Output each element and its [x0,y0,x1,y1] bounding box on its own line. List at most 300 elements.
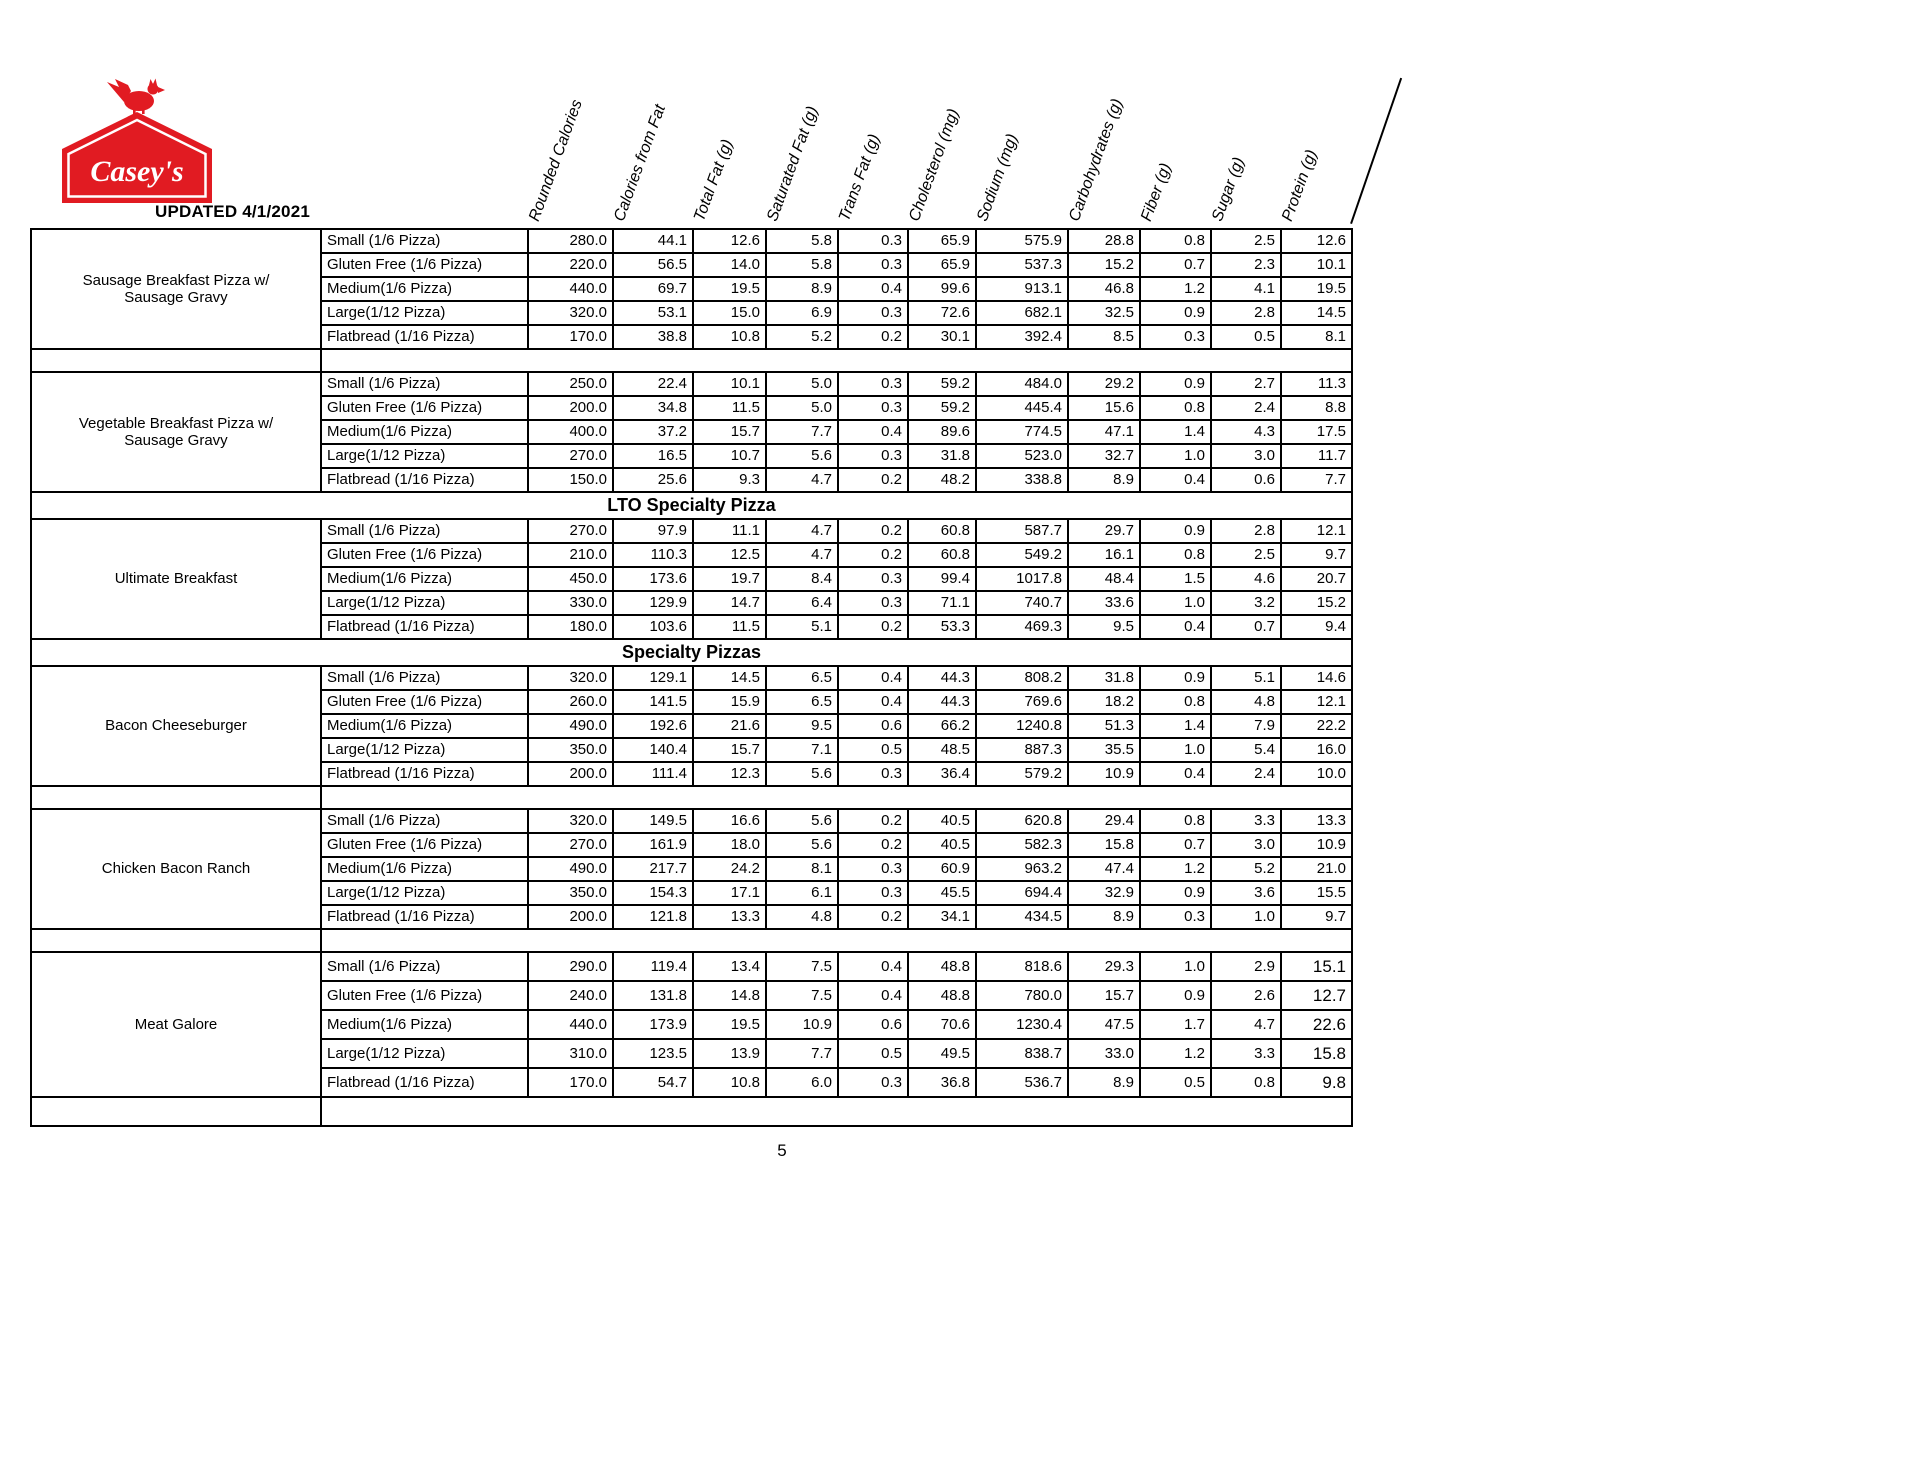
value-cell: 469.3 [976,615,1068,639]
value-cell: 4.8 [1211,690,1281,714]
value-cell: 8.9 [766,277,838,301]
value-cell: 6.0 [766,1068,838,1097]
value-cell: 769.6 [976,690,1068,714]
value-cell: 1.0 [1140,738,1211,762]
value-cell: 913.1 [976,277,1068,301]
size-cell: Medium(1/6 Pizza) [321,420,528,444]
value-cell: 8.8 [1281,396,1352,420]
section-header: LTO Specialty Pizza [31,492,1352,519]
value-cell: 10.9 [1281,833,1352,857]
value-cell: 22.4 [613,372,693,396]
value-cell: 161.9 [613,833,693,857]
value-cell: 450.0 [528,567,613,591]
value-cell: 217.7 [613,857,693,881]
value-cell: 170.0 [528,325,613,349]
value-cell: 350.0 [528,738,613,762]
column-header: Sugar (g) [1209,155,1248,224]
value-cell: 445.4 [976,396,1068,420]
value-cell: 0.9 [1140,666,1211,690]
value-cell: 15.9 [693,690,766,714]
value-cell: 7.7 [1281,468,1352,492]
value-cell: 25.6 [613,468,693,492]
value-cell: 70.6 [908,1010,976,1039]
value-cell: 10.8 [693,325,766,349]
value-cell: 1.0 [1140,444,1211,468]
value-cell: 7.7 [766,1039,838,1068]
spacer-cell [321,786,1352,809]
value-cell: 7.7 [766,420,838,444]
value-cell: 0.3 [1140,905,1211,929]
value-cell: 24.2 [693,857,766,881]
value-cell: 320.0 [528,666,613,690]
value-cell: 15.8 [1068,833,1140,857]
size-cell: Small (1/6 Pizza) [321,519,528,543]
value-cell: 19.5 [693,1010,766,1039]
size-cell: Flatbread (1/16 Pizza) [321,325,528,349]
value-cell: 15.8 [1281,1039,1352,1068]
value-cell: 1.0 [1211,905,1281,929]
column-header: Protein (g) [1279,147,1321,224]
spacer-row [31,349,1352,372]
value-cell: 1.7 [1140,1010,1211,1039]
value-cell: 0.3 [838,762,908,786]
value-cell: 36.8 [908,1068,976,1097]
value-cell: 0.3 [838,1068,908,1097]
value-cell: 490.0 [528,714,613,738]
value-cell: 2.9 [1211,952,1281,981]
value-cell: 694.4 [976,881,1068,905]
size-cell: Large(1/12 Pizza) [321,738,528,762]
value-cell: 47.4 [1068,857,1140,881]
value-cell: 10.1 [693,372,766,396]
value-cell: 0.4 [838,952,908,981]
value-cell: 60.9 [908,857,976,881]
table-row [31,809,1352,833]
value-cell: 1.4 [1140,714,1211,738]
value-cell: 270.0 [528,444,613,468]
value-cell: 0.6 [838,1010,908,1039]
value-cell: 0.8 [1140,543,1211,567]
value-cell: 0.3 [838,567,908,591]
value-cell: 18.0 [693,833,766,857]
value-cell: 48.8 [908,981,976,1010]
value-cell: 434.5 [976,905,1068,929]
value-cell: 1230.4 [976,1010,1068,1039]
page-number: 5 [777,1141,787,1160]
value-cell: 5.6 [766,809,838,833]
value-cell: 119.4 [613,952,693,981]
value-cell: 11.7 [1281,444,1352,468]
value-cell: 11.3 [1281,372,1352,396]
value-cell: 774.5 [976,420,1068,444]
value-cell: 537.3 [976,253,1068,277]
value-cell: 0.9 [1140,301,1211,325]
size-cell: Large(1/12 Pizza) [321,591,528,615]
spacer-cell [321,1097,1352,1126]
value-cell: 71.1 [908,591,976,615]
value-cell: 29.7 [1068,519,1140,543]
table-row [31,372,1352,396]
value-cell: 682.1 [976,301,1068,325]
value-cell: 5.8 [766,229,838,253]
size-cell: Large(1/12 Pizza) [321,881,528,905]
value-cell: 0.5 [838,1039,908,1068]
value-cell: 51.3 [1068,714,1140,738]
value-cell: 0.9 [1140,981,1211,1010]
value-cell: 1240.8 [976,714,1068,738]
value-cell: 0.3 [838,881,908,905]
product-group-name: Meat Galore [31,952,321,1097]
value-cell: 12.6 [693,229,766,253]
value-cell: 22.6 [1281,1010,1352,1039]
value-cell: 47.1 [1068,420,1140,444]
value-cell: 56.5 [613,253,693,277]
value-cell: 11.5 [693,396,766,420]
spacer-cell [321,929,1352,952]
value-cell: 9.5 [766,714,838,738]
spacer-row [31,1097,1352,1126]
value-cell: 3.2 [1211,591,1281,615]
spacer-cell [31,929,321,952]
value-cell: 536.7 [976,1068,1068,1097]
value-cell: 33.6 [1068,591,1140,615]
value-cell: 11.5 [693,615,766,639]
value-cell: 0.8 [1140,396,1211,420]
value-cell: 3.3 [1211,809,1281,833]
value-cell: 523.0 [976,444,1068,468]
value-cell: 0.9 [1140,881,1211,905]
value-cell: 15.7 [693,420,766,444]
value-cell: 66.2 [908,714,976,738]
value-cell: 21.6 [693,714,766,738]
value-cell: 220.0 [528,253,613,277]
value-cell: 14.8 [693,981,766,1010]
value-cell: 549.2 [976,543,1068,567]
value-cell: 7.5 [766,981,838,1010]
value-cell: 1.0 [1140,952,1211,981]
value-cell: 8.9 [1068,468,1140,492]
value-cell: 18.2 [1068,690,1140,714]
section-header-row [31,639,1352,666]
value-cell: 250.0 [528,372,613,396]
value-cell: 838.7 [976,1039,1068,1068]
spacer-cell [31,1097,321,1126]
value-cell: 8.9 [1068,905,1140,929]
value-cell: 0.3 [838,591,908,615]
value-cell: 582.3 [976,833,1068,857]
value-cell: 0.3 [838,372,908,396]
size-cell: Gluten Free (1/6 Pizza) [321,543,528,567]
table-row [31,666,1352,690]
column-headers [0,0,1920,228]
value-cell: 14.0 [693,253,766,277]
value-cell: 13.4 [693,952,766,981]
value-cell: 575.9 [976,229,1068,253]
value-cell: 6.4 [766,591,838,615]
value-cell: 484.0 [976,372,1068,396]
size-cell: Large(1/12 Pizza) [321,444,528,468]
value-cell: 10.7 [693,444,766,468]
value-cell: 0.2 [838,519,908,543]
value-cell: 0.4 [838,981,908,1010]
value-cell: 13.9 [693,1039,766,1068]
value-cell: 192.6 [613,714,693,738]
value-cell: 48.4 [1068,567,1140,591]
value-cell: 15.1 [1281,952,1352,981]
value-cell: 8.4 [766,567,838,591]
value-cell: 5.0 [766,372,838,396]
value-cell: 0.5 [1140,1068,1211,1097]
value-cell: 887.3 [976,738,1068,762]
value-cell: 19.7 [693,567,766,591]
value-cell: 33.0 [1068,1039,1140,1068]
value-cell: 9.3 [693,468,766,492]
value-cell: 44.3 [908,690,976,714]
value-cell: 53.1 [613,301,693,325]
value-cell: 1.4 [1140,420,1211,444]
value-cell: 320.0 [528,301,613,325]
value-cell: 5.2 [766,325,838,349]
value-cell: 9.8 [1281,1068,1352,1097]
value-cell: 2.4 [1211,762,1281,786]
value-cell: 48.5 [908,738,976,762]
value-cell: 45.5 [908,881,976,905]
value-cell: 4.7 [766,543,838,567]
value-cell: 440.0 [528,277,613,301]
value-cell: 3.0 [1211,444,1281,468]
value-cell: 9.5 [1068,615,1140,639]
value-cell: 15.6 [1068,396,1140,420]
column-header: Fiber (g) [1138,161,1175,224]
value-cell: 4.8 [766,905,838,929]
value-cell: 10.9 [766,1010,838,1039]
value-cell: 338.8 [976,468,1068,492]
value-cell: 8.5 [1068,325,1140,349]
value-cell: 400.0 [528,420,613,444]
value-cell: 270.0 [528,833,613,857]
value-cell: 30.1 [908,325,976,349]
size-cell: Gluten Free (1/6 Pizza) [321,833,528,857]
value-cell: 0.4 [1140,762,1211,786]
size-cell: Medium(1/6 Pizza) [321,1010,528,1039]
column-header: Carbohydrates (g) [1066,96,1127,224]
value-cell: 1.2 [1140,277,1211,301]
value-cell: 15.2 [1281,591,1352,615]
value-cell: 141.5 [613,690,693,714]
value-cell: 0.4 [838,690,908,714]
value-cell: 40.5 [908,809,976,833]
spacer-cell [321,349,1352,372]
value-cell: 0.3 [838,229,908,253]
value-cell: 16.5 [613,444,693,468]
value-cell: 280.0 [528,229,613,253]
value-cell: 5.1 [1211,666,1281,690]
value-cell: 1.2 [1140,857,1211,881]
column-header: Saturated Fat (g) [764,104,822,224]
value-cell: 40.5 [908,833,976,857]
value-cell: 173.9 [613,1010,693,1039]
value-cell: 22.2 [1281,714,1352,738]
value-cell: 13.3 [693,905,766,929]
size-cell: Small (1/6 Pizza) [321,666,528,690]
value-cell: 1017.8 [976,567,1068,591]
value-cell: 154.3 [613,881,693,905]
size-cell: Small (1/6 Pizza) [321,372,528,396]
value-cell: 14.5 [693,666,766,690]
value-cell: 129.1 [613,666,693,690]
value-cell: 10.1 [1281,253,1352,277]
value-cell: 290.0 [528,952,613,981]
value-cell: 0.6 [838,714,908,738]
value-cell: 173.6 [613,567,693,591]
value-cell: 0.3 [838,444,908,468]
value-cell: 49.5 [908,1039,976,1068]
value-cell: 31.8 [908,444,976,468]
size-cell: Medium(1/6 Pizza) [321,277,528,301]
size-cell: Gluten Free (1/6 Pizza) [321,690,528,714]
size-cell: Small (1/6 Pizza) [321,809,528,833]
value-cell: 2.8 [1211,519,1281,543]
value-cell: 29.4 [1068,809,1140,833]
value-cell: 0.7 [1140,253,1211,277]
value-cell: 35.5 [1068,738,1140,762]
value-cell: 963.2 [976,857,1068,881]
value-cell: 140.4 [613,738,693,762]
value-cell: 15.0 [693,301,766,325]
value-cell: 15.2 [1068,253,1140,277]
value-cell: 3.0 [1211,833,1281,857]
value-cell: 44.1 [613,229,693,253]
value-cell: 0.4 [838,277,908,301]
value-cell: 0.3 [1140,325,1211,349]
value-cell: 0.3 [838,396,908,420]
column-header: Calories from Fat [611,102,670,224]
column-header: Trans Fat (g) [836,132,884,224]
table-row [31,229,1352,253]
value-cell: 310.0 [528,1039,613,1068]
product-group-name: Sausage Breakfast Pizza w/ Sausage Gravy [31,229,321,349]
value-cell: 3.6 [1211,881,1281,905]
value-cell: 4.7 [1211,1010,1281,1039]
value-cell: 14.5 [1281,301,1352,325]
value-cell: 4.7 [766,519,838,543]
value-cell: 123.5 [613,1039,693,1068]
value-cell: 5.4 [1211,738,1281,762]
value-cell: 320.0 [528,809,613,833]
value-cell: 16.0 [1281,738,1352,762]
value-cell: 2.6 [1211,981,1281,1010]
value-cell: 0.7 [1211,615,1281,639]
value-cell: 0.4 [1140,468,1211,492]
value-cell: 12.3 [693,762,766,786]
value-cell: 0.8 [1140,229,1211,253]
column-header: Sodium (mg) [974,131,1022,224]
value-cell: 0.5 [838,738,908,762]
size-cell: Small (1/6 Pizza) [321,952,528,981]
value-cell: 60.8 [908,543,976,567]
size-cell: Large(1/12 Pizza) [321,1039,528,1068]
product-group-name: Vegetable Breakfast Pizza w/ Sausage Gravy [31,372,321,492]
value-cell: 13.3 [1281,809,1352,833]
spacer-row [31,929,1352,952]
size-cell: Large(1/12 Pizza) [321,301,528,325]
value-cell: 5.6 [766,444,838,468]
value-cell: 4.6 [1211,567,1281,591]
value-cell: 1.0 [1140,591,1211,615]
value-cell: 72.6 [908,301,976,325]
value-cell: 6.1 [766,881,838,905]
value-cell: 47.5 [1068,1010,1140,1039]
value-cell: 46.8 [1068,277,1140,301]
size-cell: Flatbread (1/16 Pizza) [321,1068,528,1097]
value-cell: 32.9 [1068,881,1140,905]
value-cell: 19.5 [693,277,766,301]
value-cell: 12.5 [693,543,766,567]
value-cell: 0.9 [1140,372,1211,396]
value-cell: 1.2 [1140,1039,1211,1068]
value-cell: 7.1 [766,738,838,762]
value-cell: 12.6 [1281,229,1352,253]
value-cell: 36.4 [908,762,976,786]
value-cell: 34.8 [613,396,693,420]
size-cell: Medium(1/6 Pizza) [321,857,528,881]
value-cell: 14.6 [1281,666,1352,690]
value-cell: 490.0 [528,857,613,881]
value-cell: 0.2 [838,468,908,492]
value-cell: 579.2 [976,762,1068,786]
value-cell: 270.0 [528,519,613,543]
size-cell: Gluten Free (1/6 Pizza) [321,981,528,1010]
section-header: Specialty Pizzas [31,639,1352,666]
value-cell: 8.1 [1281,325,1352,349]
value-cell: 2.7 [1211,372,1281,396]
product-group-name: Bacon Cheeseburger [31,666,321,786]
product-group-name: Chicken Bacon Ranch [31,809,321,929]
value-cell: 10.9 [1068,762,1140,786]
value-cell: 32.7 [1068,444,1140,468]
updated-label: UPDATED 4/1/2021 [155,202,311,221]
value-cell: 32.5 [1068,301,1140,325]
value-cell: 103.6 [613,615,693,639]
value-cell: 5.2 [1211,857,1281,881]
value-cell: 17.1 [693,881,766,905]
value-cell: 16.6 [693,809,766,833]
size-cell: Medium(1/6 Pizza) [321,567,528,591]
value-cell: 0.4 [1140,615,1211,639]
spacer-cell [31,349,321,372]
value-cell: 2.4 [1211,396,1281,420]
value-cell: 9.4 [1281,615,1352,639]
value-cell: 7.5 [766,952,838,981]
size-cell: Gluten Free (1/6 Pizza) [321,396,528,420]
value-cell: 200.0 [528,396,613,420]
size-cell: Flatbread (1/16 Pizza) [321,905,528,929]
value-cell: 0.8 [1140,809,1211,833]
value-cell: 0.6 [1211,468,1281,492]
value-cell: 0.4 [838,420,908,444]
value-cell: 7.9 [1211,714,1281,738]
value-cell: 149.5 [613,809,693,833]
value-cell: 0.8 [1140,690,1211,714]
value-cell: 28.8 [1068,229,1140,253]
value-cell: 740.7 [976,591,1068,615]
value-cell: 12.1 [1281,519,1352,543]
value-cell: 8.1 [766,857,838,881]
value-cell: 0.7 [1140,833,1211,857]
value-cell: 19.5 [1281,277,1352,301]
value-cell: 0.2 [838,615,908,639]
value-cell: 17.5 [1281,420,1352,444]
